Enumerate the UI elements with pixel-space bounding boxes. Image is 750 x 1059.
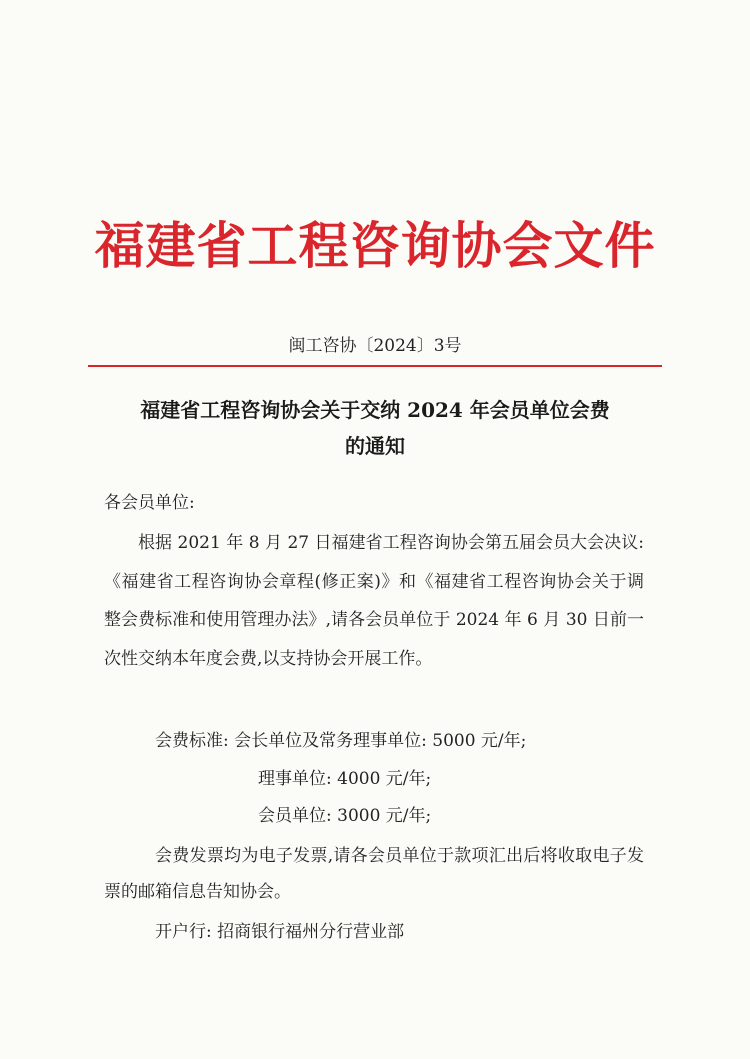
bank-info: 开户行: 招商银行福州分行营业部 xyxy=(155,922,405,942)
invoice-paragraph: 会费发票均为电子发票,请各会员单位于款项汇出后将收取电子发票的邮箱信息告知协会。 xyxy=(104,846,644,902)
red-divider-line xyxy=(88,365,662,367)
org-document-header: 福建省工程咨询协会文件 xyxy=(94,216,656,275)
notice-title-line-2: 的通知 xyxy=(345,434,405,458)
notice-title-line-1: 福建省工程咨询协会关于交纳 2024 年会员单位会费 xyxy=(140,398,610,422)
fee-standard-director: 理事单位: 4000 元/年; xyxy=(258,769,432,789)
salutation: 各会员单位: xyxy=(104,493,195,513)
fee-standard-executive: 会费标准: 会长单位及常务理事单位: 5000 元/年; xyxy=(155,731,527,751)
notice-title xyxy=(70,392,680,464)
fee-standard-member: 会员单位: 3000 元/年; xyxy=(258,806,432,826)
document-number: 闽工咨协〔2024〕3号 xyxy=(288,336,462,356)
body-paragraph: 根据 2021 年 8 月 27 日福建省工程咨询协会第五届会员大会决议:《福建省工程咨询协会章程(修正案)》和《福建省工程咨询协会关于调整会费标准和使用管理办法》,请各会员单位于 2024 年 6 月 30 日前一次性交纳本年度会费,以支持协会开展工作。 xyxy=(104,533,644,669)
